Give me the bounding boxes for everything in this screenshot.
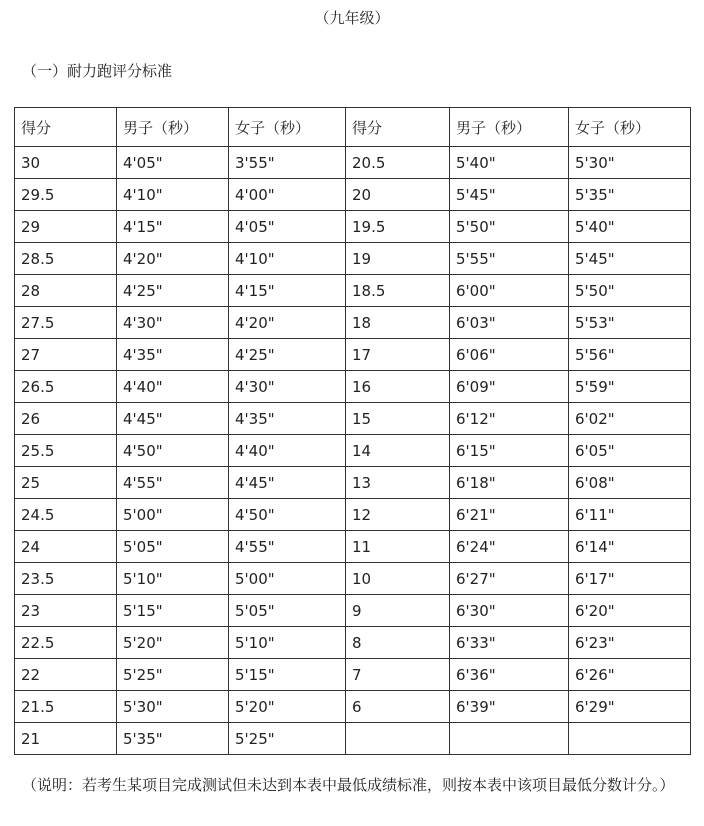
cell-male-time-left: 4'45"	[117, 403, 229, 435]
table-row	[15, 723, 691, 755]
table-row	[15, 531, 691, 563]
cell-female-time-right: 5'40"	[569, 211, 691, 243]
cell-male-time-right: 6'36"	[450, 659, 569, 691]
cell-female-time-left: 5'00"	[229, 563, 346, 595]
cell-score-right: 20.5	[346, 147, 450, 179]
cell-female-time-right: 6'14"	[569, 531, 691, 563]
cell-score-right: 11	[346, 531, 450, 563]
cell-score-right: 15	[346, 403, 450, 435]
score-table-body	[15, 108, 691, 755]
cell-male-time-left: 4'25"	[117, 275, 229, 307]
cell-score-left: 25	[15, 467, 117, 499]
cell-score-left: 29	[15, 211, 117, 243]
table-row	[15, 339, 691, 371]
grade-title: （九年级）	[314, 9, 390, 27]
header-male-seconds-right: 男子（秒）	[450, 108, 569, 147]
cell-score-left: 23.5	[15, 563, 117, 595]
cell-female-time-left: 4'20"	[229, 307, 346, 339]
endurance-run-score-table	[14, 107, 691, 755]
cell-female-time-left: 4'55"	[229, 531, 346, 563]
table-row	[15, 627, 691, 659]
cell-male-time-right: 6'33"	[450, 627, 569, 659]
cell-score-left: 22.5	[15, 627, 117, 659]
cell-male-time-right: 6'27"	[450, 563, 569, 595]
cell-male-time-right: 5'50"	[450, 211, 569, 243]
cell-score-right: 10	[346, 563, 450, 595]
table-row	[15, 371, 691, 403]
cell-female-time-left: 4'00"	[229, 179, 346, 211]
cell-male-time-right: 5'40"	[450, 147, 569, 179]
cell-female-time-left: 4'50"	[229, 499, 346, 531]
cell-female-time-right: 5'59"	[569, 371, 691, 403]
cell-female-time-right: 5'56"	[569, 339, 691, 371]
cell-female-time-left: 5'15"	[229, 659, 346, 691]
table-header-row	[15, 108, 691, 147]
cell-male-time-left: 5'15"	[117, 595, 229, 627]
cell-male-time-left: 5'05"	[117, 531, 229, 563]
cell-male-time-right: 6'09"	[450, 371, 569, 403]
cell-score-right: 14	[346, 435, 450, 467]
cell-female-time-right: 6'11"	[569, 499, 691, 531]
cell-male-time-left: 5'30"	[117, 691, 229, 723]
section-title: （一）耐力跑评分标准	[22, 62, 173, 80]
table-row	[15, 307, 691, 339]
cell-score-left: 22	[15, 659, 117, 691]
table-row	[15, 275, 691, 307]
cell-score-left: 23	[15, 595, 117, 627]
cell-score-left: 21.5	[15, 691, 117, 723]
table-row	[15, 499, 691, 531]
cell-score-left: 26.5	[15, 371, 117, 403]
cell-score-left: 30	[15, 147, 117, 179]
header-female-seconds-left: 女子（秒）	[229, 108, 346, 147]
cell-male-time-right: 6'06"	[450, 339, 569, 371]
table-row	[15, 595, 691, 627]
table-row	[15, 147, 691, 179]
header-score-right: 得分	[346, 108, 450, 147]
cell-male-time-right: 6'15"	[450, 435, 569, 467]
table-row	[15, 691, 691, 723]
cell-female-time-left: 5'20"	[229, 691, 346, 723]
cell-score-left: 24	[15, 531, 117, 563]
cell-female-time-right	[569, 723, 691, 755]
cell-male-time-right: 6'30"	[450, 595, 569, 627]
cell-female-time-left: 5'10"	[229, 627, 346, 659]
header-female-seconds-right: 女子（秒）	[569, 108, 691, 147]
cell-female-time-left: 4'25"	[229, 339, 346, 371]
table-row	[15, 435, 691, 467]
cell-male-time-right: 6'18"	[450, 467, 569, 499]
cell-female-time-right: 6'05"	[569, 435, 691, 467]
cell-male-time-left: 4'15"	[117, 211, 229, 243]
cell-male-time-right	[450, 723, 569, 755]
cell-male-time-right: 5'55"	[450, 243, 569, 275]
cell-score-right: 8	[346, 627, 450, 659]
table-row	[15, 467, 691, 499]
cell-female-time-left: 4'30"	[229, 371, 346, 403]
cell-male-time-right: 6'00"	[450, 275, 569, 307]
cell-male-time-left: 5'20"	[117, 627, 229, 659]
cell-male-time-left: 4'55"	[117, 467, 229, 499]
cell-male-time-right: 6'21"	[450, 499, 569, 531]
cell-male-time-left: 5'00"	[117, 499, 229, 531]
cell-male-time-left: 4'30"	[117, 307, 229, 339]
cell-female-time-left: 4'35"	[229, 403, 346, 435]
table-row	[15, 563, 691, 595]
cell-score-right: 19	[346, 243, 450, 275]
header-score-left: 得分	[15, 108, 117, 147]
table-row	[15, 211, 691, 243]
cell-score-right: 20	[346, 179, 450, 211]
cell-male-time-left: 5'35"	[117, 723, 229, 755]
cell-female-time-left: 5'05"	[229, 595, 346, 627]
cell-score-right: 9	[346, 595, 450, 627]
cell-score-right: 18	[346, 307, 450, 339]
cell-male-time-right: 6'12"	[450, 403, 569, 435]
table-row	[15, 659, 691, 691]
cell-score-right: 16	[346, 371, 450, 403]
cell-female-time-right: 5'30"	[569, 147, 691, 179]
cell-score-right: 7	[346, 659, 450, 691]
cell-male-time-left: 4'50"	[117, 435, 229, 467]
cell-female-time-right: 5'53"	[569, 307, 691, 339]
cell-female-time-left: 5'25"	[229, 723, 346, 755]
cell-female-time-right: 6'29"	[569, 691, 691, 723]
cell-score-right: 6	[346, 691, 450, 723]
cell-score-right: 19.5	[346, 211, 450, 243]
cell-female-time-left: 3'55"	[229, 147, 346, 179]
cell-score-right	[346, 723, 450, 755]
header-male-seconds-left: 男子（秒）	[117, 108, 229, 147]
cell-female-time-left: 4'10"	[229, 243, 346, 275]
cell-male-time-left: 4'40"	[117, 371, 229, 403]
cell-female-time-right: 6'17"	[569, 563, 691, 595]
cell-score-left: 21	[15, 723, 117, 755]
cell-male-time-left: 5'25"	[117, 659, 229, 691]
cell-score-right: 17	[346, 339, 450, 371]
table-row	[15, 179, 691, 211]
cell-male-time-right: 5'45"	[450, 179, 569, 211]
cell-score-left: 24.5	[15, 499, 117, 531]
cell-male-time-left: 4'10"	[117, 179, 229, 211]
cell-male-time-right: 6'39"	[450, 691, 569, 723]
cell-female-time-right: 5'35"	[569, 179, 691, 211]
cell-score-right: 12	[346, 499, 450, 531]
cell-female-time-right: 6'08"	[569, 467, 691, 499]
cell-male-time-right: 6'03"	[450, 307, 569, 339]
cell-score-left: 29.5	[15, 179, 117, 211]
cell-female-time-left: 4'05"	[229, 211, 346, 243]
cell-score-right: 13	[346, 467, 450, 499]
cell-male-time-left: 4'35"	[117, 339, 229, 371]
cell-female-time-right: 6'20"	[569, 595, 691, 627]
table-row	[15, 403, 691, 435]
cell-female-time-right: 6'02"	[569, 403, 691, 435]
cell-score-right: 18.5	[346, 275, 450, 307]
cell-male-time-right: 6'24"	[450, 531, 569, 563]
note-text: （说明：若考生某项目完成测试但未达到本表中最低成绩标准，则按本表中该项目最低分数计分。）	[22, 776, 675, 794]
cell-score-left: 27.5	[15, 307, 117, 339]
cell-male-time-left: 4'20"	[117, 243, 229, 275]
table-row	[15, 243, 691, 275]
cell-score-left: 26	[15, 403, 117, 435]
cell-female-time-right: 5'50"	[569, 275, 691, 307]
cell-score-left: 25.5	[15, 435, 117, 467]
cell-male-time-left: 5'10"	[117, 563, 229, 595]
cell-male-time-left: 4'05"	[117, 147, 229, 179]
cell-female-time-right: 6'23"	[569, 627, 691, 659]
cell-female-time-left: 4'15"	[229, 275, 346, 307]
cell-female-time-right: 6'26"	[569, 659, 691, 691]
cell-score-left: 27	[15, 339, 117, 371]
cell-score-left: 28.5	[15, 243, 117, 275]
cell-score-left: 28	[15, 275, 117, 307]
cell-female-time-left: 4'40"	[229, 435, 346, 467]
cell-female-time-right: 5'45"	[569, 243, 691, 275]
cell-female-time-left: 4'45"	[229, 467, 346, 499]
